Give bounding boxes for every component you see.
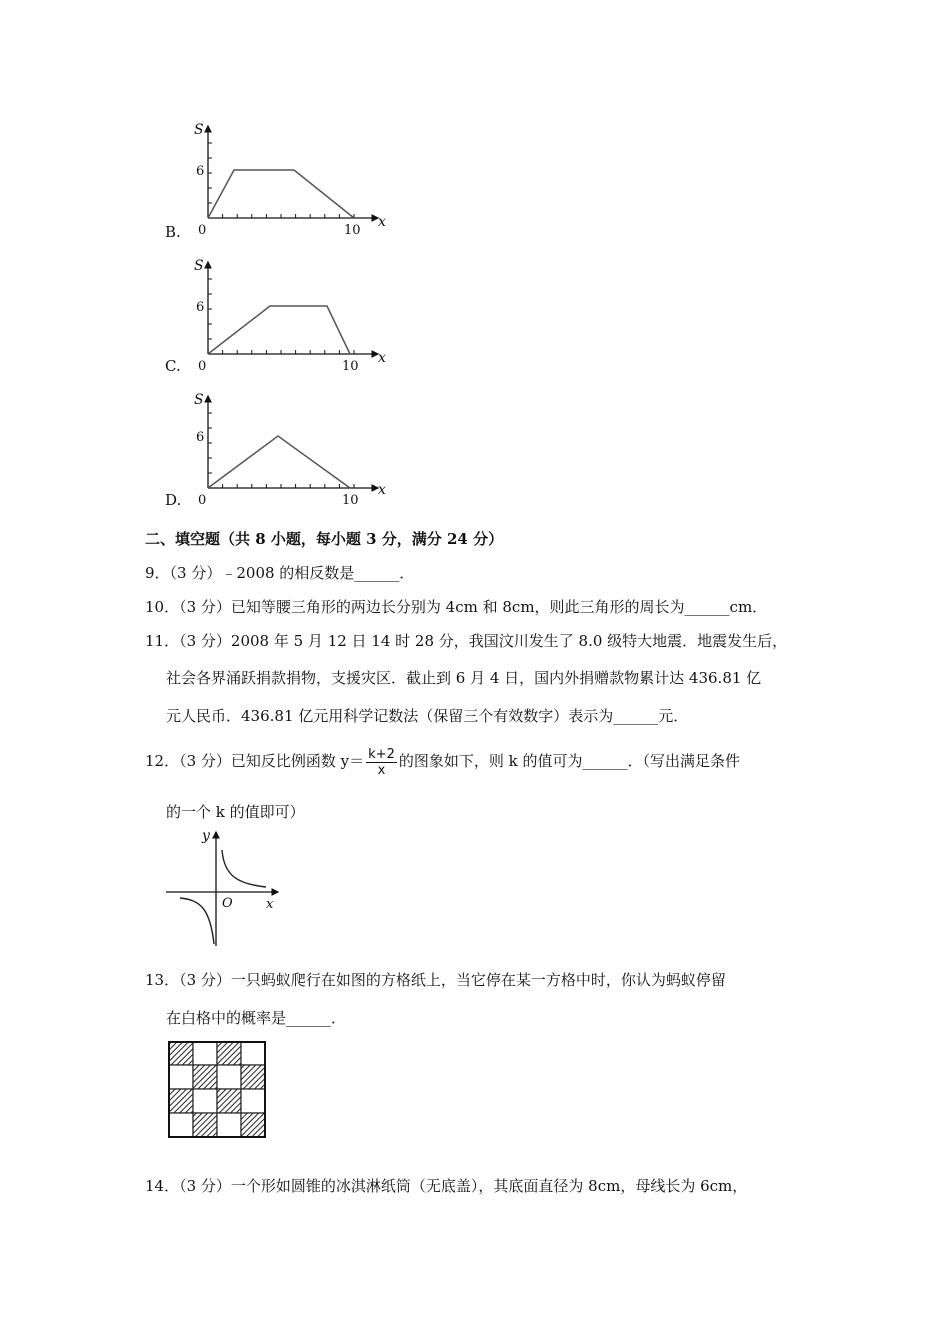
x-axis-label: x bbox=[266, 897, 274, 912]
y-tick-label: 6 bbox=[196, 164, 205, 179]
origin-label: 0 bbox=[198, 493, 207, 508]
fraction-denominator: x bbox=[377, 762, 386, 778]
origin-label: O bbox=[222, 896, 233, 911]
option-b-label: B. bbox=[165, 223, 181, 241]
fraction-numerator: k+2 bbox=[368, 746, 395, 762]
hyperbola-branch-lower bbox=[180, 898, 214, 944]
option-d-label: D. bbox=[165, 491, 182, 509]
x-tick-label: 10 bbox=[342, 359, 359, 374]
x-axis-label: x bbox=[378, 350, 386, 366]
origin-label: 0 bbox=[198, 359, 207, 374]
graph-line bbox=[208, 170, 354, 218]
hyperbola-graph bbox=[160, 826, 290, 950]
option-b-graph bbox=[190, 118, 390, 238]
y-axis-label: S bbox=[194, 392, 204, 408]
question-12-line-2: 的一个 k 的值即可） bbox=[166, 803, 305, 821]
question-11-line-1: 11．（3 分）2008 年 5 月 12 日 14 时 28 分，我国汶川发生了 8.0 级特大地震．地震发生后， bbox=[145, 632, 788, 650]
y-axis-label: S bbox=[194, 122, 204, 138]
graph-line bbox=[208, 436, 350, 488]
y-axis-label: y bbox=[202, 828, 210, 844]
y-tick-label: 6 bbox=[196, 430, 205, 445]
question-12-line-1 bbox=[145, 744, 740, 778]
question-9: 9．（3 分）﹣2008 的相反数是______． bbox=[145, 564, 415, 582]
fraction bbox=[366, 747, 397, 778]
x-axis-label: x bbox=[378, 482, 386, 498]
x-axis-label: x bbox=[378, 214, 386, 230]
y-axis-label: S bbox=[194, 258, 204, 274]
checkerboard-grid bbox=[167, 1040, 267, 1140]
section-heading: 二、填空题（共 8 小题，每小题 3 分，满分 24 分） bbox=[145, 530, 504, 548]
origin-label: 0 bbox=[198, 223, 207, 238]
question-13-line-1: 13．（3 分）一只蚂蚁爬行在如图的方格纸上，当它停在某一方格中时，你认为蚂蚁停留 bbox=[145, 971, 726, 989]
option-c-label: C. bbox=[165, 357, 181, 375]
question-13-line-2: 在白格中的概率是______． bbox=[166, 1009, 347, 1027]
question-10: 10．（3 分）已知等腰三角形的两边长分别为 4cm 和 8cm，则此三角形的周长为______cm． bbox=[145, 598, 768, 616]
question-14: 14．（3 分）一个形如圆锥的冰淇淋纸筒（无底盖），其底面直径为 8cm，母线长为 6cm， bbox=[145, 1177, 748, 1195]
y-tick-label: 6 bbox=[196, 300, 205, 315]
graph-line bbox=[208, 306, 350, 354]
question-11-line-2: 社会各界涌跃捐款捐物，支援灾区．截止到 6 月 4 日，国内外捐赠款物累计达 436.81 亿 bbox=[166, 669, 762, 687]
option-c-graph bbox=[190, 254, 390, 374]
x-tick-label: 10 bbox=[342, 493, 359, 508]
question-12-text-after: 的图象如下，则 k 的值可为______．（写出满足条件 bbox=[398, 752, 740, 770]
question-12-text-before: 12．（3 分）已知反比例函数 y＝ bbox=[145, 752, 365, 770]
question-11-line-3: 元人民币．436.81 亿元用科学记数法（保留三个有效数字）表示为______元． bbox=[166, 707, 689, 725]
hyperbola-branch-upper bbox=[222, 850, 266, 887]
x-tick-label: 10 bbox=[344, 223, 361, 238]
option-d-graph bbox=[190, 388, 390, 508]
